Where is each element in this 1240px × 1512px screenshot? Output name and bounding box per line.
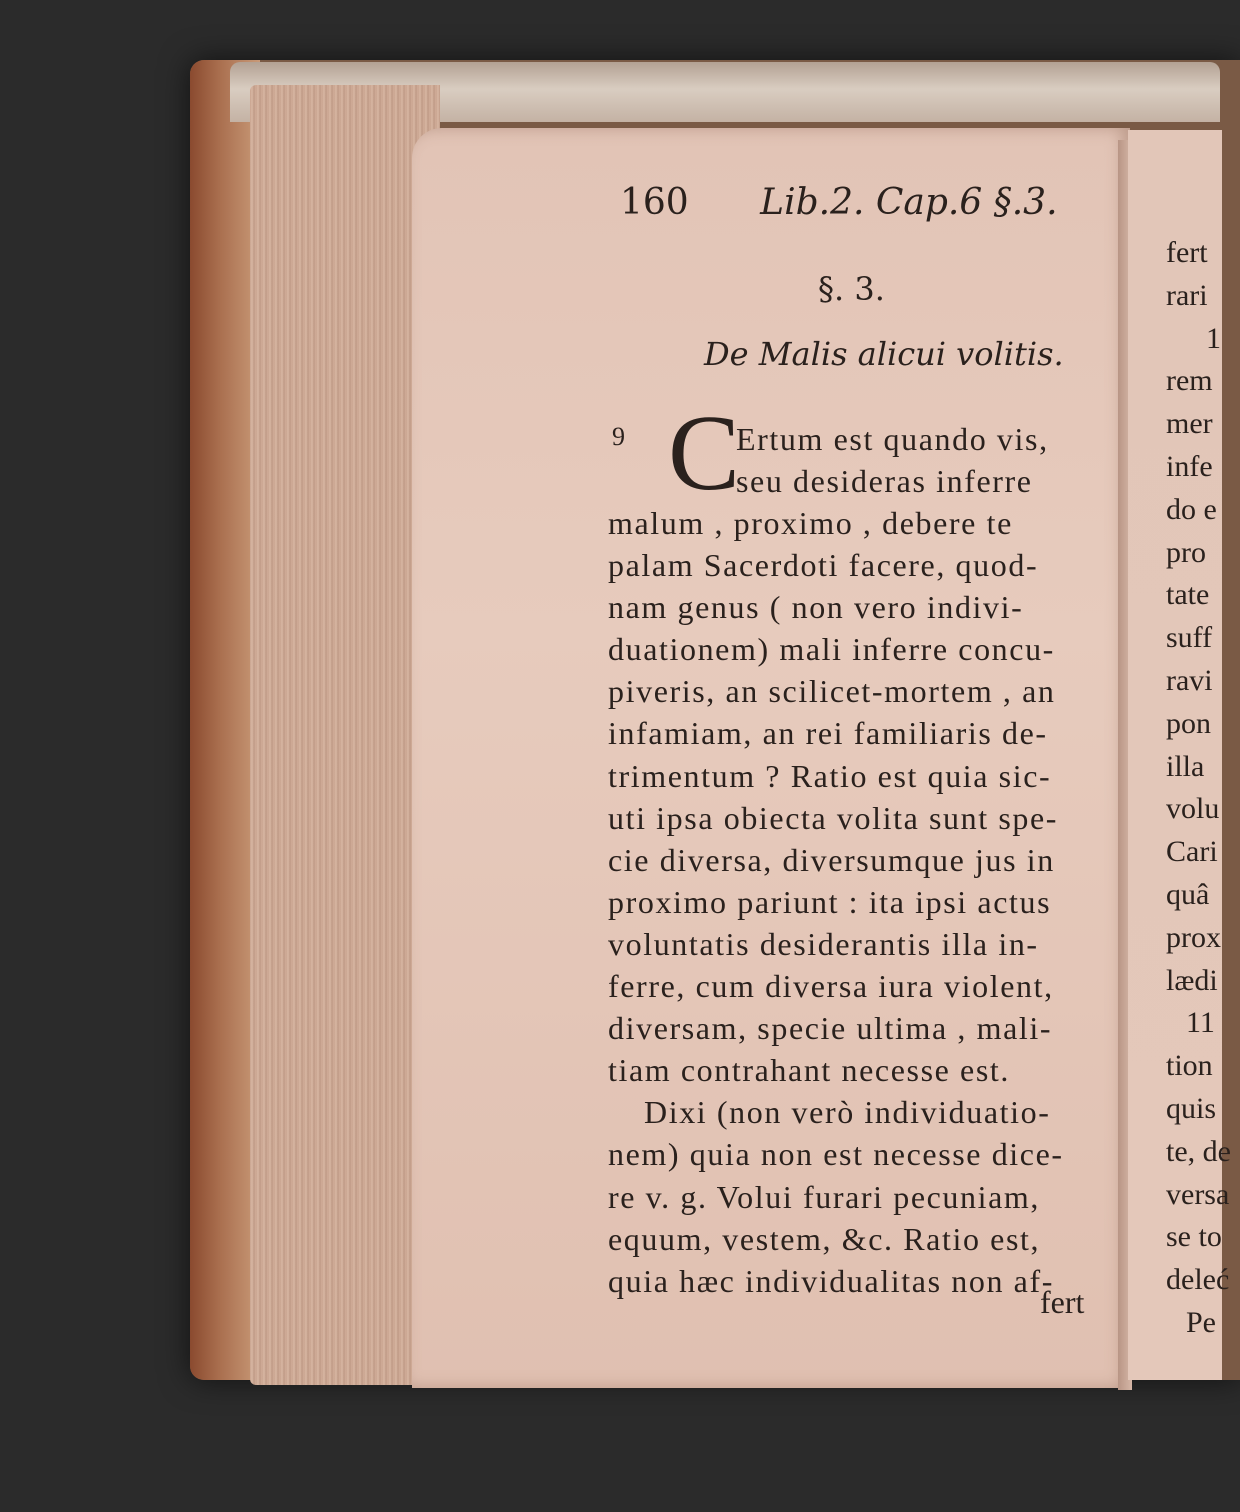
paragraph-number: 9 (612, 422, 625, 451)
text-line: nam genus ( non vero indivi- (608, 589, 1024, 626)
catchword: fert (1040, 1284, 1085, 1320)
text-line: nem) quia non est necesse dice- (608, 1136, 1064, 1173)
text-line: volu (1166, 792, 1220, 826)
text-line: suff (1166, 621, 1213, 655)
text-line: piveris, an scilicet-mortem , an (608, 673, 1056, 710)
text-line: Pe (1186, 1305, 1216, 1339)
text-line: cie diversa, diversumque jus in (608, 841, 1055, 878)
text-line: quia hæc individualitas non af- (608, 1262, 1054, 1299)
text-line: uti ipsa obiecta volita sunt spe- (608, 799, 1059, 836)
running-head (620, 182, 1080, 223)
text-line: pro (1166, 535, 1206, 569)
text-line: se to (1166, 1220, 1222, 1254)
first-lines (736, 418, 1116, 502)
text-line: tate (1166, 578, 1210, 612)
text-line: fert (1166, 236, 1208, 269)
body-text (608, 502, 1108, 1302)
text-line: rari (1166, 278, 1208, 312)
text-line: Cari (1166, 835, 1218, 869)
text-line: tion (1166, 1049, 1213, 1083)
text-line: proximo pariunt : ita ipsi actus (608, 883, 1052, 920)
text-line: deleć (1166, 1263, 1230, 1297)
drop-cap: C (668, 394, 741, 513)
text-line: te, de (1166, 1134, 1231, 1168)
text-line: infe (1166, 449, 1213, 483)
page-number: 160 (620, 182, 689, 223)
text-line: diversam, specie ultima , mali- (608, 1010, 1053, 1047)
text-line: infamiam, an rei familiaris de- (608, 715, 1048, 752)
text-line: mer (1166, 407, 1213, 441)
right-page-text (1166, 232, 1231, 1345)
text-line: lædi (1166, 963, 1218, 997)
section-mark: §. 3. (818, 270, 885, 308)
text-line: seu desideras inferre (736, 463, 1033, 500)
text-line: 1 (1206, 321, 1221, 355)
text-line: 11 (1186, 1006, 1215, 1040)
text-line: Dixi (non verò individuatio- (644, 1094, 1051, 1131)
text-line: palam Sacerdoti facere, quod- (608, 547, 1039, 584)
text-line: do e (1166, 492, 1217, 526)
text-line: prox (1166, 920, 1221, 954)
right-page-text-clip (1128, 130, 1231, 1380)
text-line: equum, vestem, &c. Ratio est, (608, 1220, 1041, 1257)
text-line: tiam contrahant necesse est. (608, 1052, 1010, 1089)
section-title: De Malis alicui volitis. (704, 335, 1064, 373)
text-line: rem (1166, 364, 1213, 398)
text-line: ravi (1166, 663, 1213, 697)
text-line: duationem) mali inferre concu- (608, 631, 1055, 668)
text-line: re v. g. Volui furari pecuniam, (608, 1178, 1041, 1215)
text-line: malum , proximo , debere te (608, 505, 1013, 541)
text-line: quis (1166, 1091, 1217, 1125)
text-line: pon (1166, 706, 1211, 740)
text-line: versa (1166, 1177, 1230, 1211)
text-line: quâ (1166, 877, 1210, 911)
text-line: illa (1166, 749, 1205, 783)
text-line: trimentum ? Ratio est quia sic- (608, 757, 1052, 794)
chapter-reference: Lib.2. Cap.6 §.3. (760, 182, 1058, 223)
text-line: voluntatis desiderantis illa in- (608, 925, 1039, 962)
text-line: ferre, cum diversa iura violent, (608, 968, 1054, 1005)
text-line: Ertum est quando vis, (736, 421, 1049, 457)
